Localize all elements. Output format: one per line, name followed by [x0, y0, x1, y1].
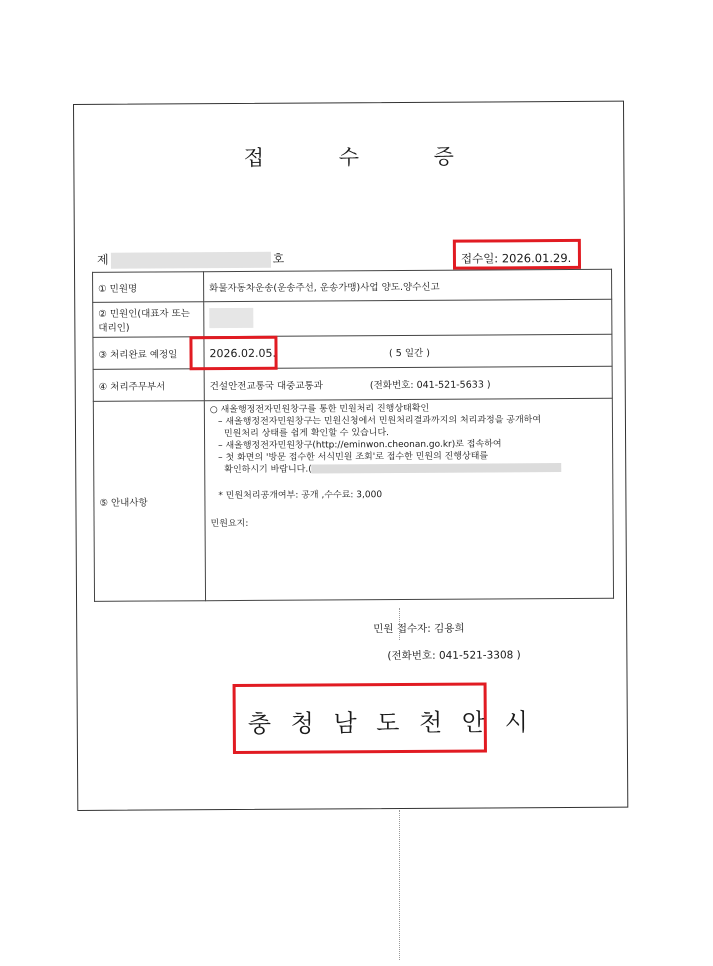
table-row: ④ 처리주무부서 건설안전교통국 대중교통과 (전화번호: 041-521-5633 )	[93, 366, 612, 401]
notes-cell: ○ 새올행정전자민원창구를 통한 민원처리 진행상태확인 – 새올행정전자민원창구는 민원신청에서 민원처리결과까지의 처리과정을 공개하여 민원처리 상태를 쉽게 확인할 수 있습니다. – 새올행정전자민원창구(http://eminwon.cheonan.go.kr)로 접속하여 – 첫 화면의 '방문 접수한 서식민원 조회'로 접수한 민원의 진행상태를 확인하시기 바랍니다.( * 민원처리공개여부: 공개 ,수수료: 3,000 민원요지:	[204, 398, 613, 600]
redacted-notes	[312, 463, 562, 474]
table-row: ② 민원인(대표자 또는 대리인)	[93, 299, 612, 337]
receiver: 민원 접수자: 김용희	[373, 622, 465, 636]
highlight-city	[233, 682, 487, 754]
receipt-number: 제 호	[96, 251, 285, 267]
table-row: ⑤ 안내사항 ○ 새올행정전자민원창구를 통한 민원처리 진행상태확인 – 새올행정전자민원창구는 민원신청에서 민원처리결과까지의 처리과정을 공개하여 민원처리 상태를 쉽게 확인할 수 있습니다. – 새올행정전자민원창구(http://eminwon.cheonan.go.kr)로 접속하여 – 첫 화면의 '방문 접수한 서식민원 조회'로 접수한 민원의 진행상태를 확인하시기 바랍니다.( * 민원처리공개여부: 공개 ,수수료: 3,000 민원요지:	[93, 398, 613, 601]
highlight-received-date	[453, 239, 581, 270]
issuer-city: 충 청 남 도 천 안 시	[247, 708, 534, 738]
received-date: 접수일: 2026.01.29.	[460, 250, 572, 266]
redacted-number	[111, 251, 271, 268]
fold-line-bottom	[399, 810, 401, 960]
highlight-completion-date	[189, 336, 277, 371]
table-row: ① 민원명 화물자동차운송(운송주선, 운송가맹)사업 양도.양수신고	[93, 269, 612, 302]
document-title: 접 수 증	[243, 144, 489, 170]
receipt-document	[73, 101, 628, 811]
table-row: ③ 처리완료 예정일 2026.02.05. ( 5 일간 )	[93, 334, 612, 369]
redacted-applicant	[209, 307, 253, 327]
receiver-phone: (전화번호: 041-521-3308 )	[387, 649, 521, 663]
info-table	[92, 269, 614, 602]
fold-line-top	[399, 608, 401, 640]
